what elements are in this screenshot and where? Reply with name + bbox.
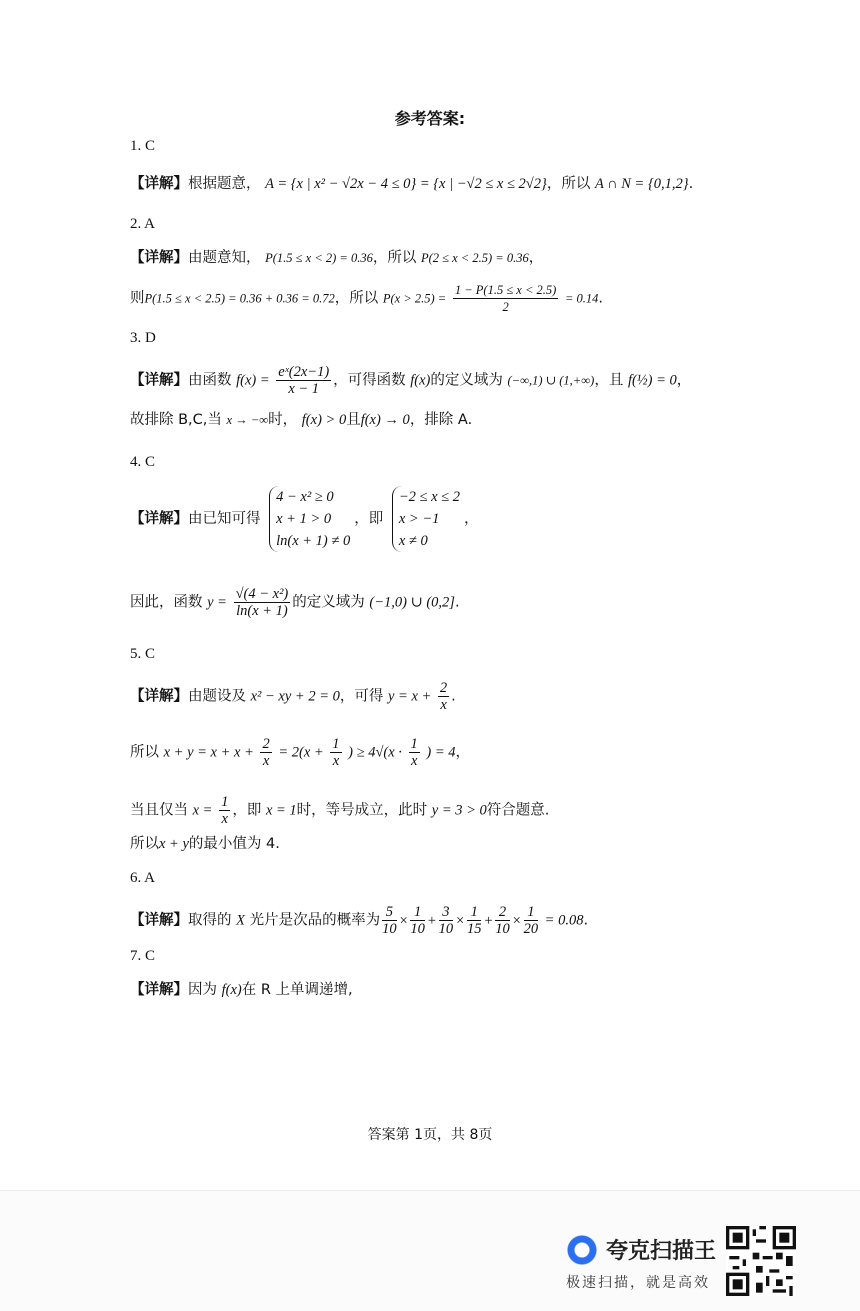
q5-line4-end: 的最小值为 4.	[188, 836, 280, 852]
q3-mid2: 的定义域为	[430, 372, 503, 389]
q3-line2: 故排除 B,C,当	[130, 412, 222, 428]
q2-math2: P(2 ≤ x < 2.5) = 0.36	[420, 251, 529, 265]
q6-end: .	[583, 912, 589, 929]
q5-fraction-3	[330, 736, 341, 769]
fraction-numerator: 1	[524, 904, 539, 921]
fraction-denominator: x	[221, 811, 228, 827]
q1-mid: ，所以	[546, 176, 591, 192]
q3-mid3: ，且	[594, 372, 624, 389]
q7-text: 因为	[188, 982, 217, 998]
q5-line4-start: 所以	[130, 836, 159, 852]
q6-fraction	[467, 904, 482, 937]
q2-text: 由题意知，	[188, 250, 261, 266]
q5-mid: ，可得	[339, 688, 384, 705]
q3-detail	[130, 364, 691, 397]
q7-number: 7. C	[130, 948, 156, 964]
q5-cond3: y = 3 > 0	[431, 802, 487, 819]
q4-y: y =	[207, 594, 227, 611]
q6-fraction	[410, 904, 425, 937]
q4-end2: .	[454, 594, 460, 611]
watermark-app-name: 夸克扫描王	[606, 1239, 717, 1264]
watermark-slogan: 极速扫描，就是高效	[566, 1275, 710, 1291]
q5-detail-line3	[130, 794, 549, 827]
detail-label: 【详解】	[130, 912, 188, 929]
q3-detail-line2	[130, 410, 472, 430]
q5-ineq2: = 2(x +	[278, 744, 324, 761]
q1-end: .	[688, 176, 694, 192]
q1-number: 1. C	[130, 138, 156, 154]
q5-line2-start: 所以	[130, 744, 159, 761]
q5-mid3: ，即	[232, 802, 262, 819]
q5-xy: x + y	[159, 836, 189, 852]
q4-mid2: 的定义域为	[292, 594, 365, 611]
q5-number: 5. C	[130, 646, 156, 662]
q1-set-math: A = {x | x² − √2x − 4 ≤ 0} = {x | −√2 ≤ x ≤ 2√2}	[265, 176, 547, 192]
q4-system-2	[392, 486, 460, 552]
q7-mid: 在 R 上单调递增,	[241, 982, 353, 998]
q2-fraction	[453, 282, 559, 315]
q2-math3: P(1.5 ≤ x < 2.5) = 0.36 + 0.36 = 0.72	[144, 291, 335, 306]
q3-end: ，	[676, 372, 692, 389]
operator: +	[483, 912, 494, 929]
q2-math5: = 0.14	[564, 291, 599, 306]
q5-ineq4: ) = 4	[426, 744, 456, 761]
q6-fraction	[439, 904, 454, 937]
q5-equation: x² − xy + 2 = 0	[250, 688, 340, 705]
fraction-numerator: 1	[410, 736, 418, 752]
q5-end2: ，	[455, 744, 471, 761]
system-line: x + 1 > 0	[276, 511, 332, 527]
q3-mid4: 时，	[268, 412, 298, 428]
page-footer: 答案第 1页，共 8页	[367, 1127, 493, 1143]
q2-end2: .	[598, 290, 603, 307]
q4-fraction	[234, 586, 291, 619]
operator: ×	[455, 912, 465, 929]
q2-detail-line2	[130, 282, 603, 315]
fraction-denominator: ln(x + 1)	[236, 603, 288, 619]
fraction-numerator: 1	[332, 736, 340, 752]
fraction-numerator: 3	[439, 904, 454, 921]
q3-mid: ，可得函数	[333, 372, 406, 389]
q2-detail	[130, 248, 543, 268]
q1-detail	[130, 174, 693, 194]
q1-text: 根据题意，	[188, 176, 261, 192]
fraction-denominator: 2	[502, 300, 509, 314]
q6-fraction	[495, 904, 510, 937]
q3-text: 由函数	[188, 372, 232, 389]
q4-number: 4. C	[130, 454, 156, 470]
q5-detail-line2	[130, 736, 470, 769]
q5-cond: x =	[192, 802, 213, 819]
fraction-numerator: √(4 − x²)	[235, 586, 289, 602]
detail-label: 【详解】	[130, 176, 188, 192]
q3-fraction	[276, 364, 331, 397]
q4-text: 由已知可得	[188, 511, 261, 527]
q6-text: 取得的	[188, 912, 232, 929]
fraction-numerator: 5	[382, 904, 397, 921]
fraction-denominator: 15	[466, 921, 482, 937]
q3-fx: f(x) =	[236, 372, 270, 389]
q3-cond: f(x) > 0	[301, 412, 347, 428]
q5-fraction-4	[409, 736, 420, 769]
q4-system-1	[269, 486, 350, 552]
q2-mid2: ，所以	[334, 290, 379, 307]
q6-X: X	[236, 912, 245, 929]
q2-math4: P(x > 2.5) =	[382, 291, 447, 306]
fraction-numerator: 1 − P(1.5 ≤ x < 2.5)	[454, 283, 557, 297]
fraction-denominator: 10	[410, 921, 425, 937]
q5-ineq3: ) ≥ 4√(x ·	[348, 744, 402, 761]
q5-cond2: x = 1	[265, 802, 297, 819]
fraction-denominator: 10	[438, 921, 454, 937]
q5-end3: 符合题意.	[486, 802, 550, 819]
fraction-denominator: x	[262, 753, 270, 769]
q5-fraction	[438, 680, 449, 713]
q4-end: ，	[463, 511, 479, 527]
q5-y: y = x +	[387, 688, 432, 705]
q5-fraction-2	[260, 736, 271, 769]
q3-cond2: f(x) → 0	[360, 412, 410, 428]
q5-end: .	[451, 688, 456, 705]
detail-label: 【详解】	[130, 688, 188, 705]
fraction-numerator: 1	[467, 904, 482, 921]
detail-label: 【详解】	[130, 372, 188, 389]
system-line: ln(x + 1) ≠ 0	[276, 533, 351, 549]
fraction-denominator: x − 1	[288, 381, 320, 397]
q4-line2: 因此，函数	[130, 594, 203, 611]
q2-end: ，	[528, 250, 544, 266]
q6-mid: 光片是次品的概率为	[249, 912, 381, 929]
detail-label: 【详解】	[130, 250, 188, 266]
q6-result: = 0.08	[544, 912, 584, 929]
q2-line2-start: 则	[130, 290, 145, 307]
fraction-numerator: eˣ(2x−1)	[278, 364, 330, 380]
q3-number: 3. D	[130, 330, 156, 346]
fraction-numerator: 2	[262, 736, 270, 752]
q3-end2: ，排除 A.	[409, 412, 473, 428]
fraction-numerator: 1	[221, 794, 229, 810]
q2-number: 2. A	[130, 216, 156, 232]
q3-f-half: f(½) = 0	[627, 372, 677, 389]
fraction-denominator: 10	[495, 921, 510, 937]
q5-detail	[130, 680, 456, 713]
q2-mid: ，所以	[372, 250, 417, 266]
q4-detail-line2	[130, 586, 460, 619]
fraction-denominator: 10	[382, 921, 397, 937]
system-line: x > −1	[398, 511, 440, 527]
q5-mid4: 时，等号成立，此时	[296, 802, 428, 819]
fraction-numerator: 2	[439, 680, 448, 696]
qr-code-icon	[726, 1226, 796, 1296]
quark-logo-icon	[566, 1234, 598, 1266]
detail-label: 【详解】	[130, 982, 188, 998]
q4-mid: ，即	[354, 511, 384, 527]
q3-and: 且	[346, 412, 361, 428]
q7-fx: f(x)	[221, 982, 242, 998]
detail-label: 【详解】	[130, 511, 188, 527]
page-title: 参考答案:	[394, 109, 466, 128]
q4-domain: (−1,0) ∪ (0,2]	[369, 594, 455, 611]
q3-limit: x → −∞	[226, 413, 269, 427]
system-line: x ≠ 0	[398, 533, 428, 549]
system-line: −2 ≤ x ≤ 2	[398, 489, 460, 505]
q1-intersection-math: A ∩ N = {0,1,2}	[594, 176, 689, 192]
operator: ×	[511, 912, 522, 929]
fraction-denominator: x	[440, 697, 447, 713]
fraction-numerator: 2	[495, 904, 510, 921]
q5-detail-line4	[130, 834, 280, 854]
q6-detail	[130, 904, 588, 937]
q2-math1: P(1.5 ≤ x < 2) = 0.36	[265, 251, 373, 265]
operator: ×	[398, 912, 409, 929]
fraction-denominator: x	[332, 753, 340, 769]
q3-domain: (−∞,1) ∪ (1,+∞)	[507, 373, 595, 388]
q4-detail	[130, 486, 478, 552]
fraction-numerator: 1	[410, 904, 425, 921]
q5-ineq: x + y = x + x +	[163, 744, 254, 761]
q5-text: 由题设及	[188, 688, 246, 705]
q7-detail	[130, 980, 353, 1000]
q6-number: 6. A	[130, 870, 156, 886]
q6-fraction	[382, 904, 397, 937]
operator: +	[426, 912, 437, 929]
q6-fraction	[524, 904, 539, 937]
q6-fraction-expression	[380, 904, 540, 937]
fraction-denominator: x	[410, 753, 418, 769]
q5-line3-start: 当且仅当	[130, 802, 188, 819]
system-line: 4 − x² ≥ 0	[276, 489, 334, 505]
fraction-denominator: 20	[523, 921, 539, 937]
q3-fx2: f(x)	[410, 372, 431, 389]
q5-fraction-5	[219, 794, 230, 827]
